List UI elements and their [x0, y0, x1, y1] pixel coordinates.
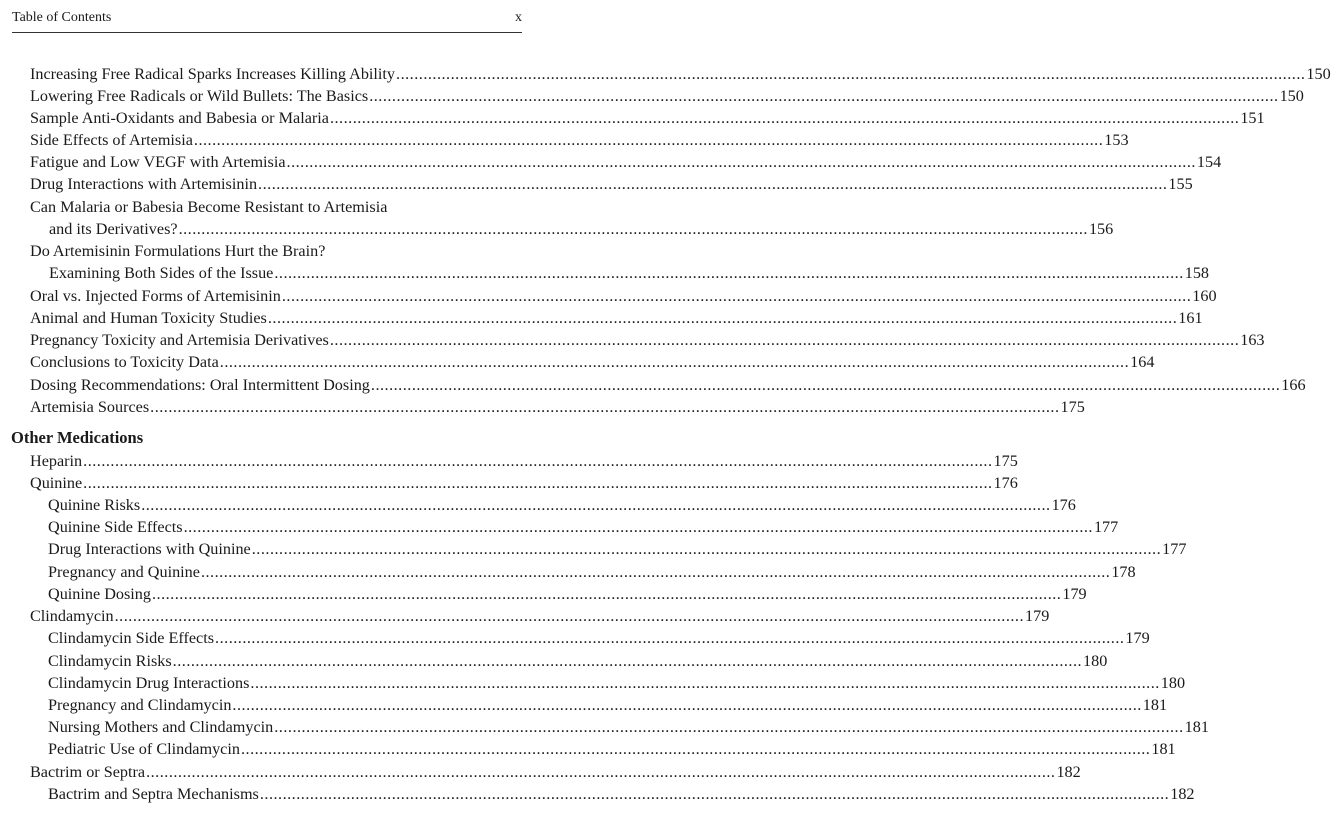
toc-entry-page: 154	[1196, 153, 1222, 171]
toc-entry[interactable]	[49, 219, 1114, 240]
toc-entry[interactable]	[48, 628, 1150, 649]
toc-entry-page: 151	[1240, 109, 1265, 127]
toc-entry[interactable]	[48, 651, 1108, 672]
dot-leader: ........................................................................................................................................................................................................	[329, 331, 1240, 349]
toc-entry-title: Conclusions to Toxicity Data	[30, 353, 219, 371]
toc-entry-page: 176	[993, 474, 1018, 492]
toc-entry-page: 176	[1051, 496, 1076, 514]
dot-leader: ........................................................................................................................................................................................................	[200, 563, 1111, 581]
toc-entry[interactable]	[30, 762, 1081, 783]
toc-entry-page: 181	[1184, 718, 1209, 736]
toc-entry-page: 181	[1151, 740, 1176, 758]
toc-entry-title: Bactrim or Septra	[30, 763, 146, 781]
dot-leader: ........................................................................................................................................................................................................	[232, 696, 1142, 714]
toc-entry-page: 175	[1060, 398, 1085, 416]
toc-entry-title: and its Derivatives?	[49, 220, 178, 238]
dot-leader: ........................................................................................................................................................................................................	[178, 220, 1088, 238]
dot-leader: ........................................................................................................................................................................................................	[281, 287, 1192, 305]
dot-leader: ........................................................................................................................................................................................................	[369, 87, 1279, 105]
toc-entry-title: Animal and Human Toxicity Studies	[30, 309, 267, 327]
toc-entry[interactable]	[30, 130, 1129, 151]
toc-entry-page: 178	[1111, 563, 1136, 581]
toc-entry-page: 179	[1062, 585, 1087, 603]
toc-entry[interactable]	[30, 308, 1203, 329]
toc-entry-page: 182	[1056, 763, 1081, 781]
toc-entry-page: 182	[1170, 785, 1195, 803]
toc-entry-page: 155	[1168, 175, 1193, 193]
toc-entry-title: Dosing Recommendations: Oral Intermittent Dosing	[30, 376, 370, 394]
dot-leader: ........................................................................................................................................................................................................	[193, 131, 1104, 149]
dot-leader: ........................................................................................................................................................................................................	[267, 309, 1178, 327]
toc-entry-page: 160	[1192, 287, 1217, 305]
dot-leader: ........................................................................................................................................................................................................	[150, 398, 1060, 416]
toc-entry-page: 166	[1281, 376, 1306, 394]
toc-entry-title: Quinine Dosing	[48, 585, 151, 603]
toc-entry-title: Sample Anti-Oxidants and Babesia or Malaria	[30, 109, 329, 127]
dot-leader: ........................................................................................................................................................................................................	[114, 607, 1024, 625]
toc-entry-page: 177	[1093, 518, 1119, 536]
toc-entry-page: 175	[993, 452, 1018, 470]
toc-entry-title-line[interactable]: Do Artemisinin Formulations Hurt the Brain?	[30, 242, 326, 260]
toc-entry-title: Side Effects of Artemisia	[30, 131, 193, 149]
toc-entry[interactable]	[30, 64, 1331, 85]
toc-entry[interactable]	[30, 375, 1306, 396]
dot-leader: ........................................................................................................................................................................................................	[396, 65, 1306, 83]
toc-entry[interactable]	[49, 263, 1210, 284]
toc-entry-title: Pregnancy and Quinine	[48, 563, 200, 581]
toc-entry-page: 163	[1240, 331, 1265, 349]
running-header	[12, 10, 522, 33]
toc-entry-title-line[interactable]: Can Malaria or Babesia Become Resistant to Artemisia	[30, 198, 388, 216]
toc-entry-page: 158	[1184, 264, 1210, 282]
toc-entry-title: Bactrim and Septra Mechanisms	[48, 785, 259, 803]
toc-entry[interactable]	[30, 451, 1018, 472]
toc-entry-title: Lowering Free Radicals or Wild Bullets: The Basics	[30, 87, 369, 105]
toc-entry[interactable]	[30, 174, 1193, 195]
dot-leader: ........................................................................................................................................................................................................	[258, 175, 1168, 193]
toc-entry-title: Clindamycin Risks	[48, 652, 172, 670]
dot-leader: ........................................................................................................................................................................................................	[329, 109, 1240, 127]
toc-entry[interactable]	[48, 562, 1136, 583]
toc-entry[interactable]	[30, 330, 1265, 351]
toc-entry-title: Pediatric Use of Clindamycin	[48, 740, 240, 758]
toc-entry-page: 153	[1104, 131, 1129, 149]
dot-leader: ........................................................................................................................................................................................................	[370, 376, 1281, 394]
toc-entry[interactable]	[48, 495, 1076, 516]
toc-entry-title: Pregnancy Toxicity and Artemisia Derivatives	[30, 331, 329, 349]
header-title: Table of Contents	[12, 10, 112, 25]
toc-entry[interactable]	[30, 152, 1222, 173]
dot-leader: ........................................................................................................................................................................................................	[286, 153, 1196, 171]
toc-entry-title: Heparin	[30, 452, 83, 470]
dot-leader: ........................................................................................................................................................................................................	[250, 674, 1160, 692]
toc-entry-page: 150	[1306, 65, 1331, 83]
toc-entry-page: 179	[1025, 607, 1050, 625]
toc-entry-title: Clindamycin	[30, 607, 114, 625]
dot-leader: ........................................................................................................................................................................................................	[274, 264, 1184, 282]
toc-entry-title: Quinine Risks	[48, 496, 141, 514]
toc-entry[interactable]	[30, 86, 1304, 107]
dot-leader: ........................................................................................................................................................................................................	[251, 540, 1162, 558]
toc-entry-title: Clindamycin Side Effects	[48, 629, 215, 647]
toc-entry[interactable]	[48, 784, 1195, 805]
dot-leader: ........................................................................................................................................................................................................	[146, 763, 1056, 781]
toc-entry-page: 161	[1178, 309, 1203, 327]
toc-entry-page: 179	[1125, 629, 1150, 647]
toc-entry[interactable]	[48, 695, 1168, 716]
toc-entry-title: Pregnancy and Clindamycin	[48, 696, 232, 714]
dot-leader: ........................................................................................................................................................................................................	[219, 353, 1130, 371]
toc-entry-page: 177	[1162, 540, 1187, 558]
dot-leader: ........................................................................................................................................................................................................	[215, 629, 1125, 647]
toc-entry-title: Quinine Side Effects	[48, 518, 183, 536]
toc-entry[interactable]	[30, 352, 1155, 373]
toc-entry-page: 180	[1083, 652, 1108, 670]
dot-leader: ........................................................................................................................................................................................................	[183, 518, 1093, 536]
toc-entry-title: Artemisia Sources	[30, 398, 150, 416]
toc-entry-title: Fatigue and Low VEGF with Artemisia	[30, 153, 286, 171]
toc-entry-title: Nursing Mothers and Clindamycin	[48, 718, 274, 736]
toc-entry[interactable]	[30, 473, 1018, 494]
dot-leader: ........................................................................................................................................................................................................	[274, 718, 1184, 736]
toc-entry[interactable]	[48, 517, 1119, 538]
dot-leader: ........................................................................................................................................................................................................	[240, 740, 1151, 758]
toc-entry[interactable]	[30, 397, 1085, 418]
toc-entry[interactable]	[48, 673, 1186, 694]
toc-entry[interactable]	[48, 717, 1209, 738]
dot-leader: ........................................................................................................................................................................................................	[83, 452, 993, 470]
dot-leader: ........................................................................................................................................................................................................	[141, 496, 1051, 514]
toc-entry-title: Clindamycin Drug Interactions	[48, 674, 250, 692]
dot-leader: ........................................................................................................................................................................................................	[83, 474, 993, 492]
dot-leader: ........................................................................................................................................................................................................	[172, 652, 1083, 670]
toc-entry-page: 164	[1130, 353, 1155, 371]
toc-entry-title: Drug Interactions with Quinine	[48, 540, 251, 558]
dot-leader: ........................................................................................................................................................................................................	[151, 585, 1062, 603]
toc-entry[interactable]	[48, 539, 1187, 560]
toc-entry-page: 156	[1088, 220, 1114, 238]
section-heading[interactable]: Other Medications	[11, 428, 144, 447]
toc-entry[interactable]	[30, 286, 1217, 307]
toc-entry[interactable]	[48, 739, 1176, 760]
toc-entry[interactable]	[30, 108, 1265, 129]
toc-entry-page: 180	[1160, 674, 1186, 692]
toc-entry[interactable]	[48, 584, 1087, 605]
toc-entry-page: 150	[1279, 87, 1304, 105]
toc-entry-title: Oral vs. Injected Forms of Artemisinin	[30, 287, 281, 305]
dot-leader: ........................................................................................................................................................................................................	[259, 785, 1170, 803]
toc-entry-title: Examining Both Sides of the Issue	[49, 264, 274, 282]
toc-entry-title: Quinine	[30, 474, 83, 492]
header-page-number: x	[515, 10, 522, 25]
toc-entry-page: 181	[1142, 696, 1168, 714]
toc-entry[interactable]	[30, 606, 1050, 627]
toc-entry-title: Increasing Free Radical Sparks Increases Killing Ability	[30, 65, 396, 83]
toc-entry-title: Drug Interactions with Artemisinin	[30, 175, 258, 193]
